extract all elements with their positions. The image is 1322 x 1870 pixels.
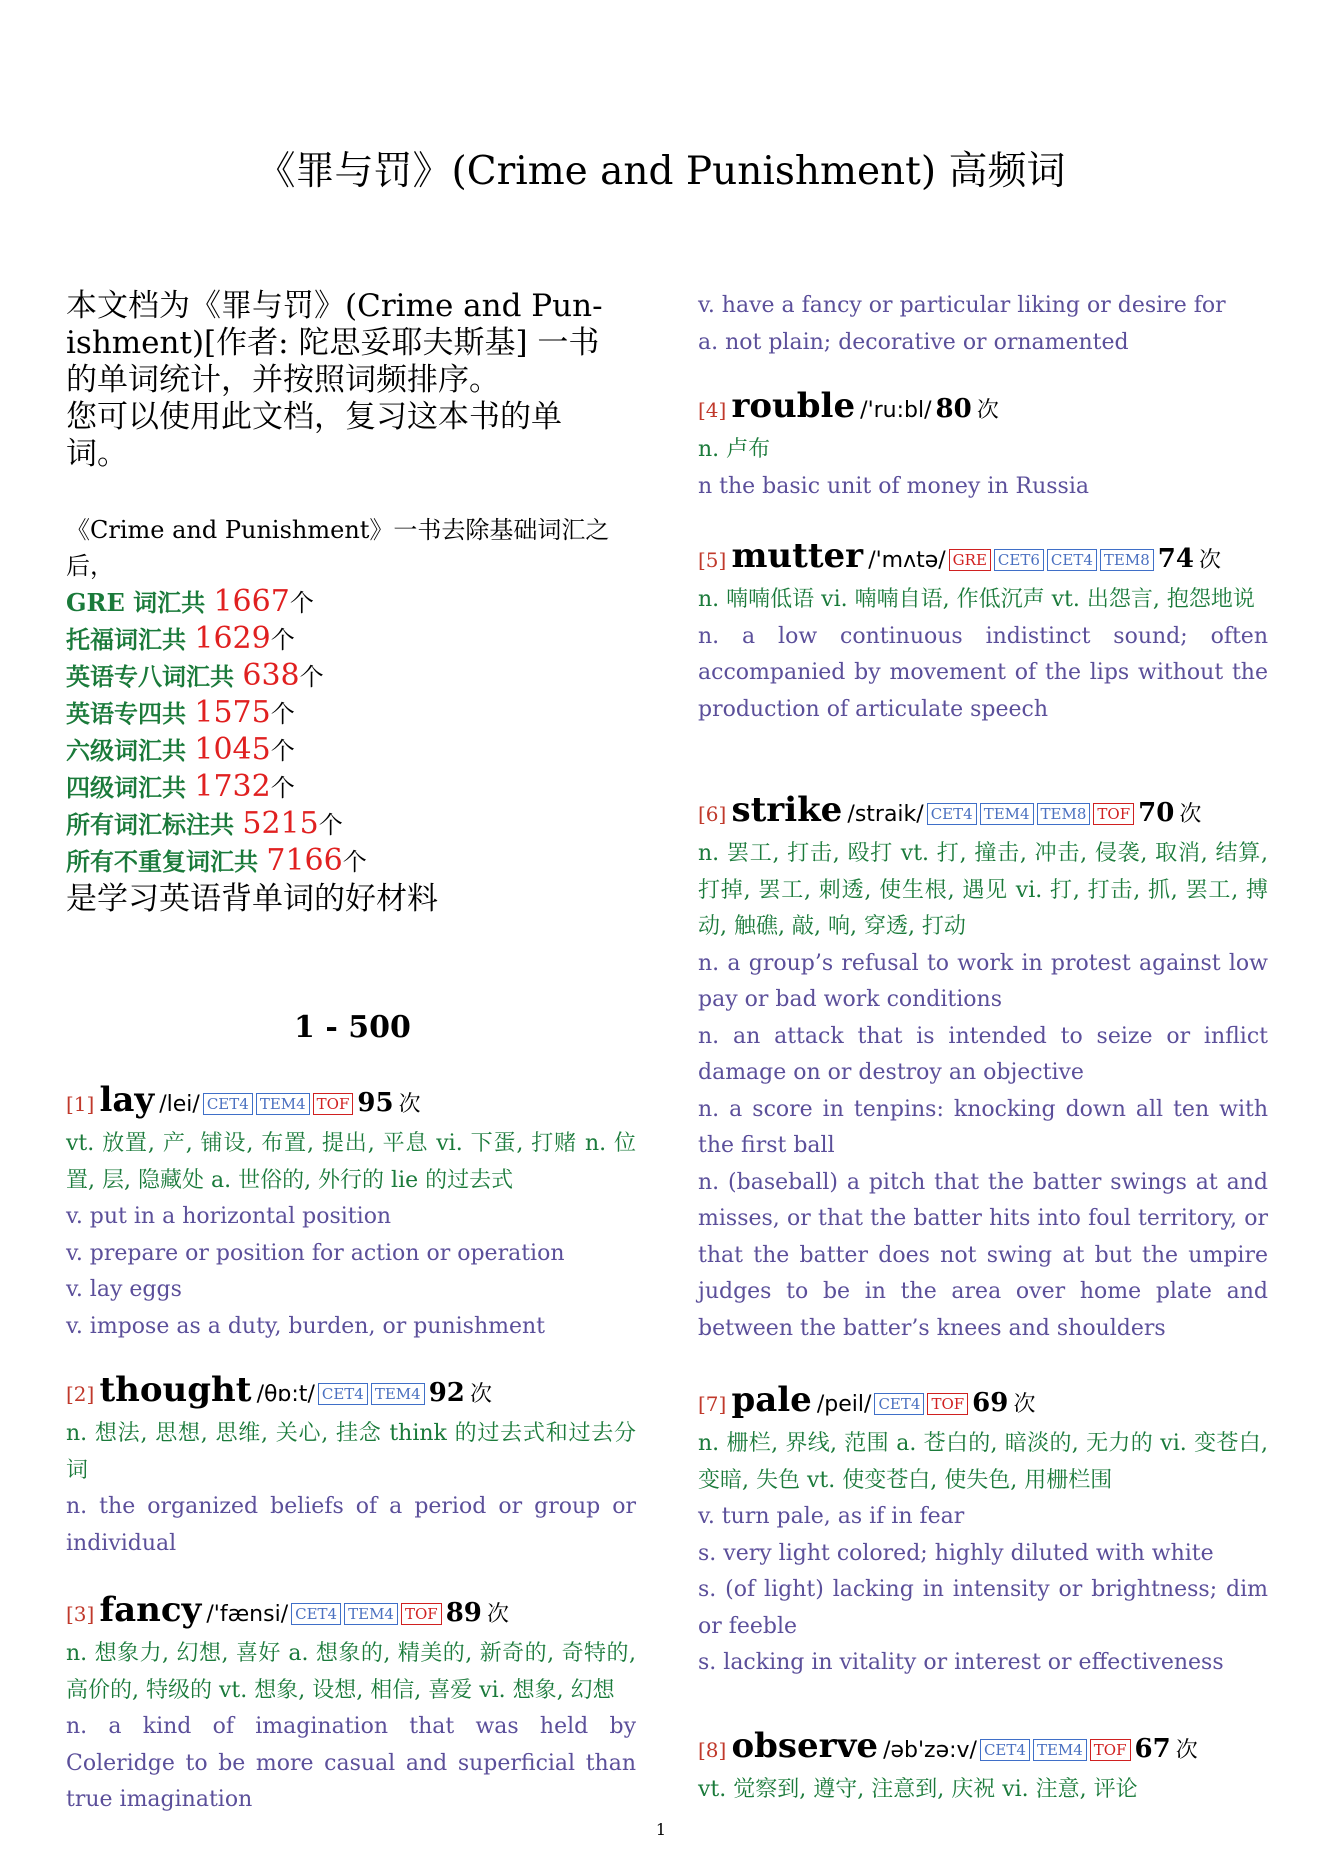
- english-definition: n. an attack that is intended to seize or inflict damage on or destroy an objective: [698, 1023, 1268, 1085]
- chinese-definition: n. 卢布: [698, 437, 771, 462]
- stats-lead: 《Crime and Punishment》一书去除基础词汇之: [66, 516, 610, 544]
- tag-badge: TEM8: [1100, 549, 1154, 571]
- stat-unit: 个: [299, 663, 324, 691]
- tag-badge: TOF: [401, 1603, 442, 1625]
- entry-head: [698, 790, 1268, 836]
- tag-badge: TEM4: [371, 1383, 425, 1405]
- word-entry: [66, 1080, 636, 1345]
- stat-unit: 个: [270, 774, 295, 802]
- english-definition: n. (baseball) a pitch that the batter swings at and misses, or that the batter hits into foul territory, or that the batter does not swing at but the umpire judges to be in the area over home plate and between the batter’s knees and shoulders: [698, 1169, 1268, 1341]
- word-entry: [698, 536, 1268, 728]
- tag-badge: TOF: [927, 1393, 968, 1415]
- tag-badge: TEM4: [344, 1603, 398, 1625]
- stat-unit: 个: [270, 737, 295, 765]
- stat-count: 5215: [242, 806, 319, 841]
- chinese-definition: n. 栅栏, 界线, 范围 a. 苍白的, 暗淡的, 无力的 vi. 变苍白, 变暗, 失色 vt. 使变苍白, 使失色, 用栅栏围: [698, 1431, 1268, 1493]
- section-title: 1 - 500: [294, 1010, 411, 1045]
- tag-badge: CET4: [980, 1739, 1030, 1761]
- phonetic: /lei/: [159, 1092, 200, 1117]
- stat-row: [66, 695, 646, 732]
- tag-badge: CET6: [994, 549, 1044, 571]
- stat-label: GRE 词汇共: [66, 588, 214, 617]
- chinese-definition: n. 想法, 思想, 思维, 关心, 挂念 think 的过去式和过去分词: [66, 1421, 636, 1483]
- frequency-unit: 次: [486, 1602, 509, 1627]
- frequency-count: 89: [445, 1598, 482, 1628]
- phonetic: /'fænsi/: [206, 1602, 289, 1627]
- stat-count: 1732: [194, 769, 271, 804]
- tag-badge: GRE: [949, 549, 991, 571]
- frequency-count: 95: [357, 1088, 394, 1118]
- phonetic: /peil/: [816, 1392, 872, 1417]
- headword: pale: [731, 1380, 812, 1420]
- frequency-count: 67: [1134, 1734, 1171, 1764]
- english-definition: s. very light colored; highly diluted with white: [698, 1540, 1214, 1566]
- english-definition: v. have a fancy or particular liking or desire for: [698, 293, 1226, 318]
- frequency-count: 70: [1138, 798, 1175, 828]
- intro-line: 本文档为《罪与罚》(Crime and Pun-: [66, 288, 603, 324]
- frequency-count: 74: [1157, 544, 1194, 574]
- entry-index: [5]: [698, 548, 727, 572]
- stat-unit: 个: [270, 626, 295, 654]
- frequency-unit: 次: [1175, 1738, 1198, 1763]
- page-number: 1: [655, 1820, 667, 1839]
- english-definition: n. a group’s refusal to work in protest against low pay or bad work conditions: [698, 950, 1268, 1012]
- chinese-definition: vt. 觉察到, 遵守, 注意到, 庆祝 vi. 注意, 评论: [698, 1777, 1138, 1802]
- stats-closing: 是学习英语背单词的好材料: [66, 881, 438, 917]
- headword: mutter: [731, 536, 864, 576]
- chinese-definition: vt. 放置, 产, 铺设, 布置, 提出, 平息 vi. 下蛋, 打赌 n. 位置, 层, 隐藏处 a. 世俗的, 外行的 lie 的过去式: [66, 1131, 636, 1193]
- english-definition: n. a score in tenpins: knocking down all ten with the first ball: [698, 1096, 1268, 1158]
- entry-index: [2]: [66, 1382, 95, 1406]
- frequency-unit: 次: [976, 398, 999, 423]
- word-entry: [66, 1590, 636, 1819]
- stat-count: 1575: [194, 695, 271, 730]
- chinese-definition: n. 罢工, 打击, 殴打 vt. 打, 撞击, 冲击, 侵袭, 取消, 结算, 打掉, 罢工, 刺透, 使生根, 遇见 vi. 打, 打击, 抓, 罢工, 搏动, 触礁, 敲, 响, 穿透, 打动: [698, 841, 1268, 939]
- stat-label: 六级词汇共: [66, 736, 195, 765]
- english-definition: n. a kind of imagination that was held by Coleridge to be more casual and superficial than true imagination: [66, 1714, 636, 1812]
- stat-label: 英语专四共: [66, 699, 195, 728]
- intro-line: 您可以使用此文档，复习这本书的单: [66, 399, 562, 435]
- frequency-unit: 次: [1013, 1392, 1036, 1417]
- tag-badge: TOF: [313, 1093, 354, 1115]
- english-definition: n. the organized beliefs of a period or group or individual: [66, 1494, 636, 1556]
- tag-badge: TEM4: [1033, 1739, 1087, 1761]
- stat-row: [66, 732, 646, 769]
- tag-badge: CET4: [318, 1383, 368, 1405]
- intro-line: 词。: [66, 436, 128, 472]
- page-title: 《罪与罚》(Crime and Punishment) 高频词: [256, 149, 1066, 194]
- entry-index: [8]: [698, 1738, 727, 1762]
- stat-row: [66, 806, 646, 843]
- phonetic: /straik/: [847, 802, 924, 827]
- english-definition: n. a low continuous indistinct sound; often accompanied by movement of the lips without the production of articulate speech: [698, 623, 1268, 722]
- stats-lead: 后，: [66, 552, 114, 580]
- word-entry: [698, 1380, 1268, 1682]
- word-entry: [66, 1370, 636, 1562]
- intro-line: ishment)[作者: 陀思妥耶夫斯基] 一书: [66, 325, 600, 361]
- headword: lay: [99, 1080, 155, 1120]
- frequency-count: 80: [935, 394, 972, 424]
- frequency-count: 69: [972, 1388, 1009, 1418]
- tag-badge: TEM8: [1037, 803, 1091, 825]
- english-definition: s. lacking in vitality or interest or effectiveness: [698, 1650, 1224, 1675]
- entry-continuation: [698, 288, 1268, 361]
- tag-badge: TEM4: [980, 803, 1034, 825]
- english-definition: s. (of light) lacking in intensity or brightness; dim or feeble: [698, 1577, 1268, 1639]
- word-entry: [698, 386, 1268, 505]
- entry-index: [3]: [66, 1602, 95, 1626]
- entry-head: [66, 1590, 636, 1636]
- english-definition: v. impose as a duty, burden, or punishment: [66, 1313, 546, 1339]
- stat-unit: 个: [289, 589, 314, 617]
- intro-line: 的单词统计，并按照词频排序。: [66, 362, 500, 398]
- tag-badge: TOF: [1093, 803, 1134, 825]
- entry-index: [6]: [698, 802, 727, 826]
- intro-paragraph: [66, 288, 636, 473]
- chinese-definition: n. 喃喃低语 vi. 喃喃自语, 作低沉声 vt. 出怨言, 抱怨地说: [698, 587, 1255, 612]
- stat-row: [66, 658, 646, 695]
- headword: rouble: [731, 386, 856, 426]
- frequency-unit: 次: [1179, 802, 1202, 827]
- stat-row: [66, 621, 646, 658]
- frequency-unit: 次: [398, 1092, 421, 1117]
- english-definition: n the basic unit of money in Russia: [698, 473, 1089, 499]
- stat-unit: 个: [342, 848, 367, 876]
- entry-head: [698, 1380, 1268, 1426]
- vocabulary-stats: [66, 512, 646, 918]
- phonetic: /'ru:bl/: [860, 398, 932, 423]
- stat-count: 7166: [266, 843, 343, 878]
- english-definition: v. lay eggs: [66, 1277, 182, 1302]
- tag-badge: CET4: [874, 1393, 924, 1415]
- stat-label: 托福词汇共: [66, 625, 195, 654]
- word-entry: [698, 790, 1268, 1347]
- english-definition: a. not plain; decorative or ornamented: [698, 329, 1129, 355]
- phonetic: /əb'zə:v/: [883, 1738, 977, 1763]
- entry-head: [66, 1370, 636, 1416]
- english-definition: v. put in a horizontal position: [66, 1204, 392, 1229]
- stat-label: 四级词汇共: [66, 773, 195, 802]
- frequency-unit: 次: [1199, 548, 1222, 573]
- stat-unit: 个: [270, 700, 295, 728]
- stat-label: 所有词汇标注共: [66, 810, 243, 839]
- frequency-count: 92: [428, 1378, 465, 1408]
- stat-label: 所有不重复词汇共: [66, 847, 267, 876]
- word-entry: [698, 1726, 1268, 1809]
- stat-row: [66, 584, 646, 621]
- tag-badge: CET4: [203, 1093, 253, 1115]
- tag-badge: CET4: [1047, 549, 1097, 571]
- phonetic: /θɒ:t/: [256, 1382, 315, 1407]
- headword: thought: [99, 1370, 252, 1410]
- entry-head: [66, 1080, 636, 1126]
- headword: observe: [731, 1726, 878, 1766]
- stat-row: [66, 843, 646, 880]
- stat-count: 1045: [194, 732, 271, 767]
- entry-head: [698, 1726, 1268, 1772]
- stat-count: 1667: [213, 584, 290, 619]
- tag-badge: TEM4: [256, 1093, 310, 1115]
- chinese-definition: n. 想象力, 幻想, 喜好 a. 想象的, 精美的, 新奇的, 奇特的, 高价的, 特级的 vt. 想象, 设想, 相信, 喜爱 vi. 想象, 幻想: [66, 1641, 636, 1703]
- stat-count: 1629: [194, 621, 271, 656]
- tag-badge: CET4: [927, 803, 977, 825]
- frequency-unit: 次: [469, 1382, 492, 1407]
- phonetic: /'mʌtə/: [868, 548, 946, 573]
- stat-row: [66, 769, 646, 806]
- tag-badge: CET4: [291, 1603, 341, 1625]
- entry-index: [7]: [698, 1392, 727, 1416]
- headword: strike: [731, 790, 843, 830]
- tag-badge: TOF: [1090, 1739, 1131, 1761]
- english-definition: v. prepare or position for action or operation: [66, 1240, 565, 1266]
- entry-index: [1]: [66, 1092, 95, 1116]
- stat-unit: 个: [318, 811, 343, 839]
- stat-count: 638: [242, 658, 300, 693]
- english-definition: v. turn pale, as if in fear: [698, 1504, 965, 1529]
- entry-head: [698, 536, 1268, 582]
- stat-label: 英语专八词汇共: [66, 662, 243, 691]
- headword: fancy: [99, 1590, 202, 1630]
- entry-head: [698, 386, 1268, 432]
- entry-index: [4]: [698, 398, 727, 422]
